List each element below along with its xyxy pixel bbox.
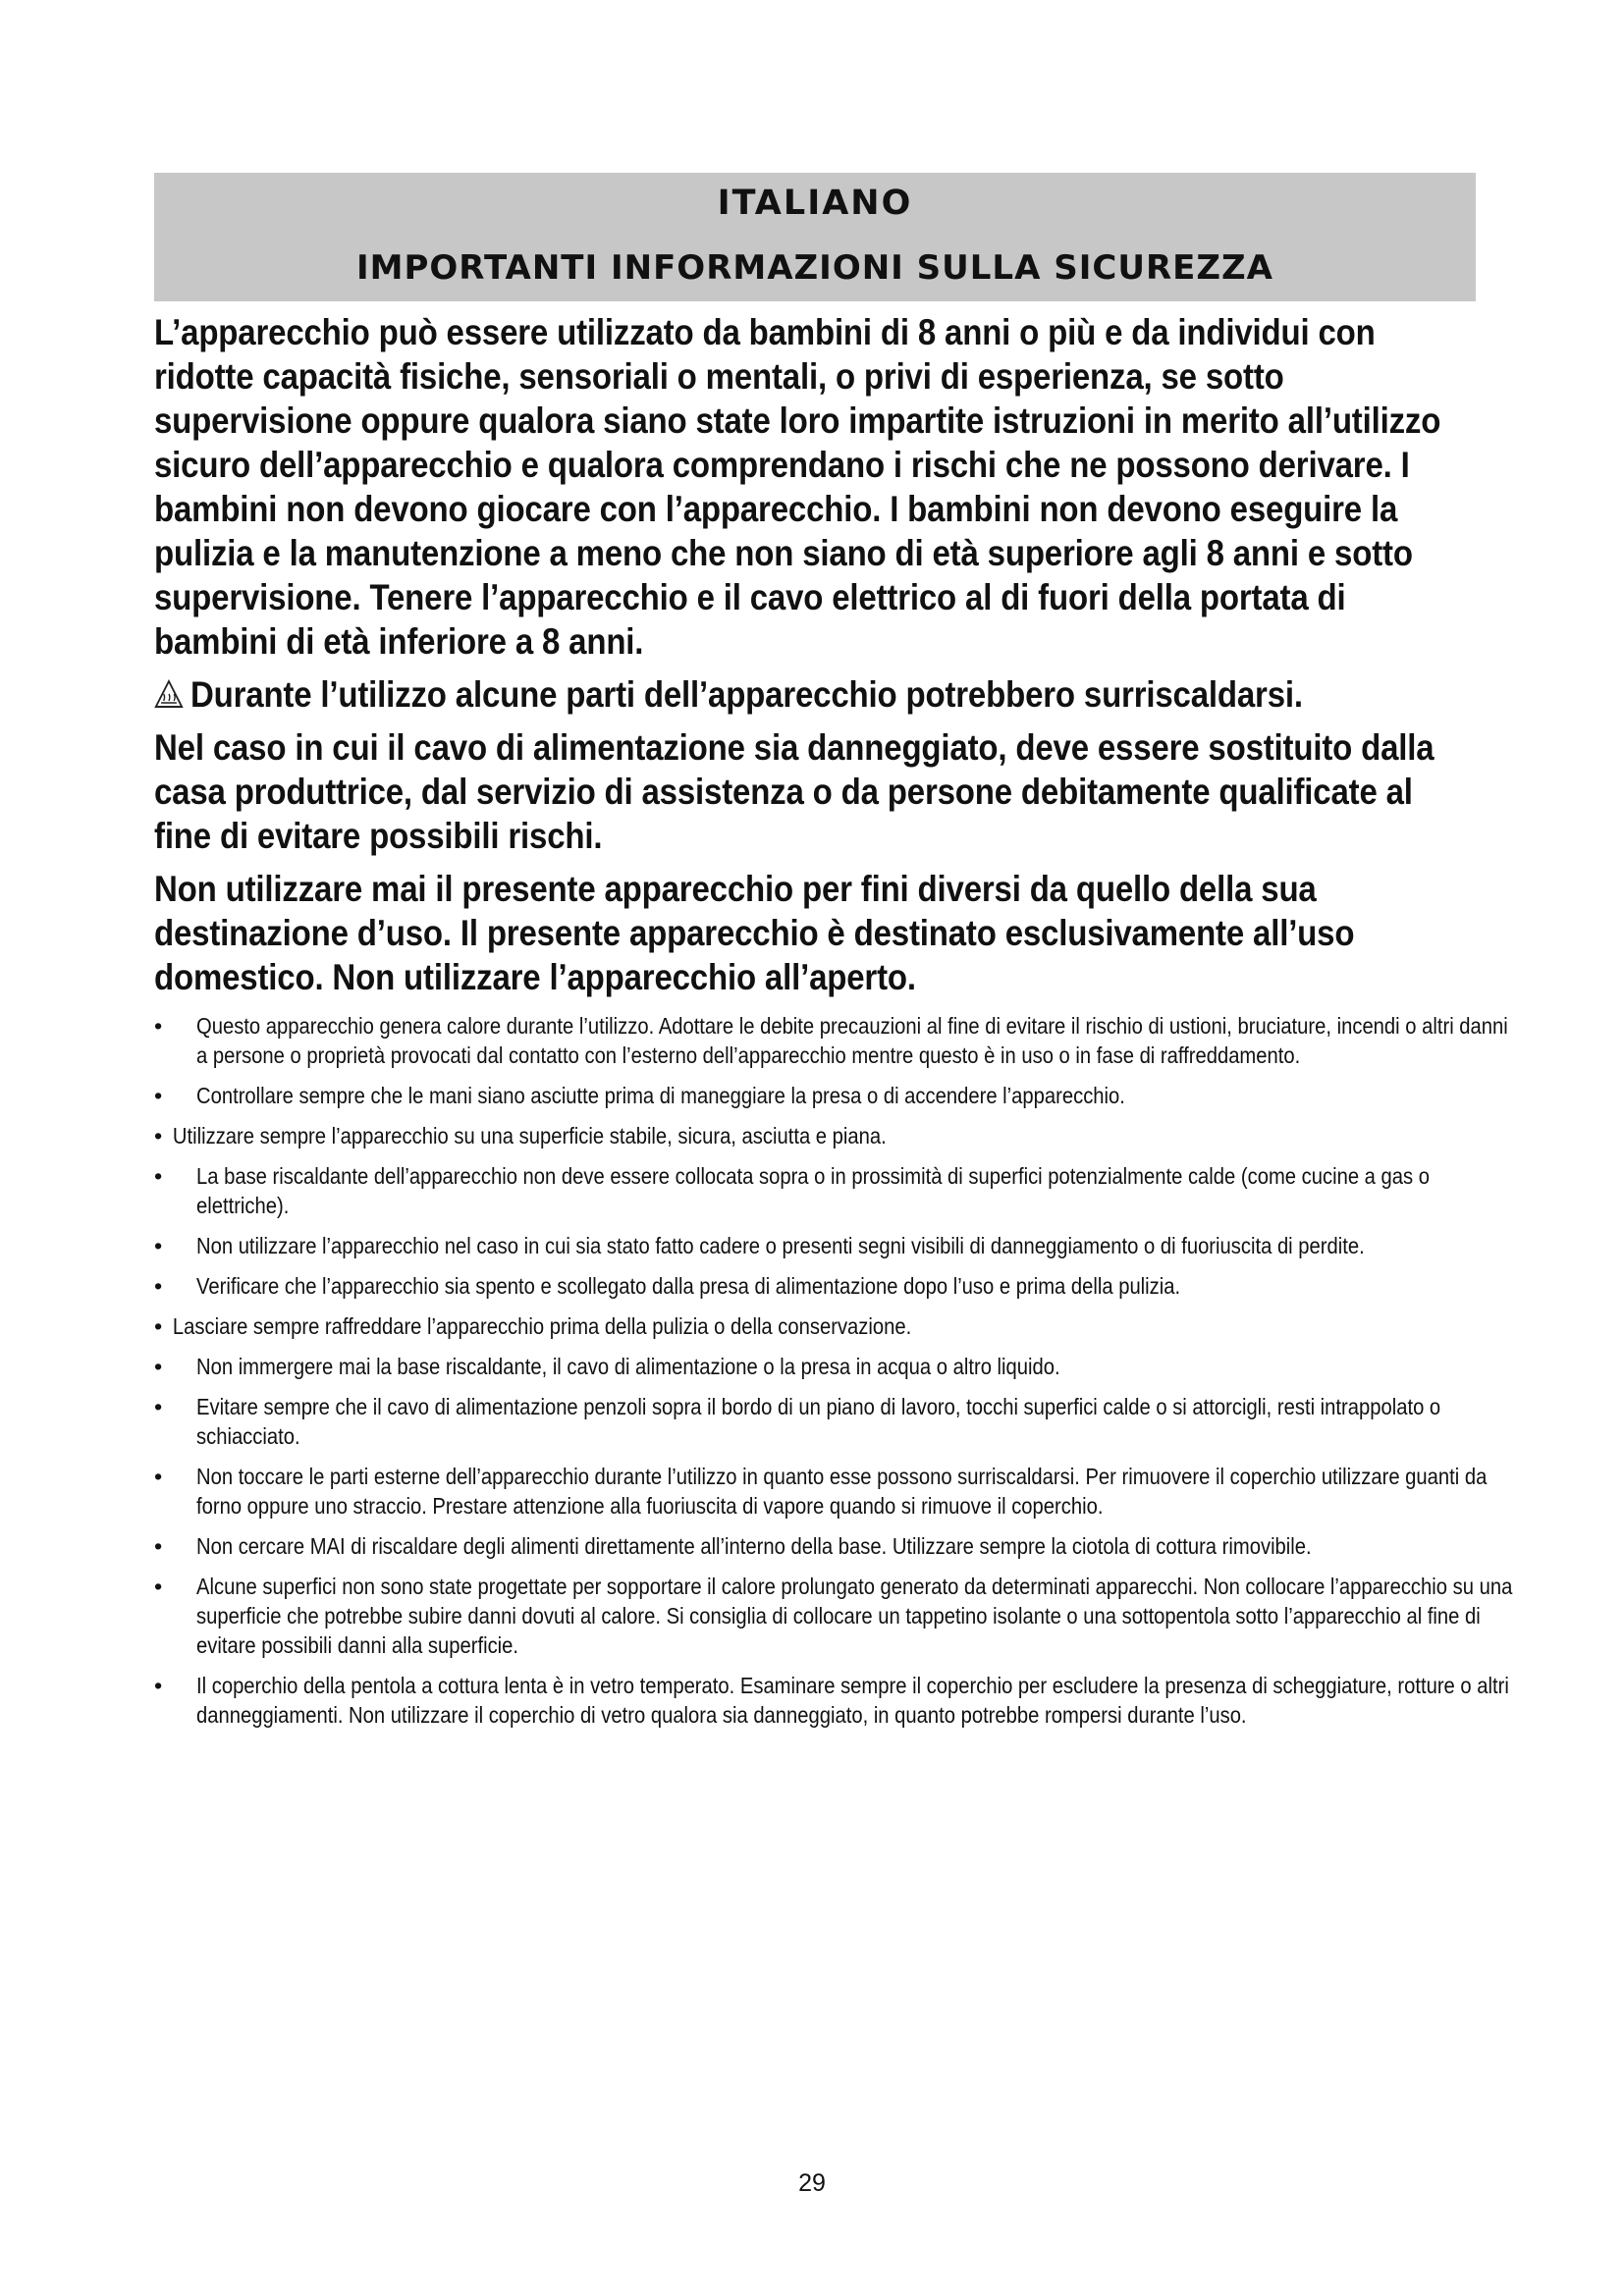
safety-title: IMPORTANTI INFORMAZIONI SULLA SICUREZZA — [356, 248, 1273, 288]
bullet-text: Controllare sempre che le mani siano asciutte prima di maneggiare la presa o di accendere l’apparecchio. — [196, 1083, 1125, 1108]
warning-paragraph-cable: Nel caso in cui il cavo di alimentazione sia danneggiato, deve essere sostituito dalla casa produttrice, dal servizio di assistenza o da persone debitamente qualificate al fine di evitare possibili rischi. — [154, 726, 1435, 856]
warning-paragraph-domestic-use: Non utilizzare mai il presente apparecchio per fini diversi da quello della sua destinazione d’uso. Il presente apparecchio è destinato esclusivamente all’uso domestico. Non utilizzare l’apparecchio all’aperto. — [154, 868, 1355, 997]
bullet-symbol: • — [154, 1394, 163, 1419]
bullet-text: Lasciare sempre raffreddare l’apparecchio prima della pulizia o della conservazione. — [172, 1313, 912, 1339]
warning-paragraph-hot-parts — [154, 672, 1476, 717]
bullet-item — [154, 1081, 1480, 1110]
bullet-item — [154, 1121, 1480, 1150]
bullet-item — [154, 1572, 1513, 1660]
bullet-symbol: • — [154, 1163, 163, 1189]
bullet-text: Non utilizzare l’apparecchio nel caso in cui sia stato fatto cadere o presenti segni visibili di danneggiamento o di fuoriuscita di perdite. — [196, 1233, 1365, 1258]
section-header — [154, 173, 1476, 301]
hot-parts-text: Durante l’utilizzo alcune parti dell’apparecchio potrebbero surriscaldarsi. — [189, 673, 1303, 715]
hot-surface-warning-icon — [154, 679, 184, 709]
bullet-text: Non cercare MAI di riscaldare degli alimenti direttamente all’interno della base. Utilizzare sempre la ciotola di cottura rimovibile. — [196, 1533, 1312, 1559]
bullet-item — [154, 1531, 1480, 1561]
bullet-item — [154, 1392, 1480, 1451]
bullet-item — [154, 1011, 1508, 1070]
bullet-symbol: • — [154, 1083, 163, 1108]
bullet-symbol: • — [154, 1673, 163, 1698]
bullet-item — [154, 1311, 1480, 1341]
bullet-item — [154, 1271, 1480, 1301]
bullet-symbol: • — [154, 1354, 163, 1379]
bullet-text: Non toccare le parti esterne dell’apparecchio durante l’utilizzo in quanto esse possono surriscaldarsi. Per rimuovere il coperchio utilizzare guanti da forno oppure uno straccio. Prestare attenzione alla fuoriuscita di vapore quando si rimuove il coperchio. — [196, 1464, 1488, 1519]
bullet-text: Verificare che l’apparecchio sia spento e scollegato dalla presa di alimentazione dopo l’uso e prima della pulizia. — [196, 1273, 1181, 1299]
bullet-symbol: • — [154, 1533, 163, 1559]
language-heading: ITALIANO — [717, 184, 913, 223]
bullet-item — [154, 1462, 1488, 1521]
bullet-item — [154, 1671, 1509, 1730]
page-number: 29 — [798, 2169, 826, 2197]
bullet-symbol: • — [154, 1233, 163, 1258]
bullet-symbol: • — [154, 1313, 163, 1339]
bullet-item — [154, 1352, 1480, 1381]
bullet-symbol: • — [154, 1273, 163, 1299]
bullet-item — [154, 1231, 1480, 1260]
safety-bullet-list — [154, 1011, 1513, 1740]
bullet-text: Utilizzare sempre l’apparecchio su una superficie stabile, sicura, asciutta e piana. — [172, 1123, 887, 1148]
bullet-symbol: • — [154, 1574, 163, 1599]
bullet-item — [154, 1161, 1480, 1220]
bullet-text: Evitare sempre che il cavo di alimentazione penzoli sopra il bordo di un piano di lavoro, tocchi superfici calde o si attorcigli, resti intrappolato o schiacciato. — [196, 1394, 1441, 1449]
warning-paragraph-children: L’apparecchio può essere utilizzato da bambini di 8 anni o più e da individui con ridotte capacità fisiche, sensoriali o mentali, o privi di esperienza, se sotto supervisione oppure qualora siano state loro impartite istruzioni in merito all’utilizzo sicuro dell’apparecchio e qualora comprendano i rischi che ne possono derivare. I bambini non devono giocare con l’apparecchio. I bambini non devono eseguire la pulizia e la manutenzione a meno che non siano di età superiore agli 8 anni e sotto supervisione. Tenere l’apparecchio e il cavo elettrico al di fuori della portata di bambini di età inferiore a 8 anni. — [154, 311, 1441, 662]
bullet-symbol: • — [154, 1464, 163, 1489]
warnings-block — [154, 310, 1476, 999]
bullet-text: Questo apparecchio genera calore durante l’utilizzo. Adottare le debite precauzioni al fine di evitare il rischio di ustioni, bruciature, incendi o altri danni a persone o proprietà provocati dal contatto con l’esterno dell’apparecchio mentre questo è in uso o in fase di raffreddamento. — [196, 1013, 1508, 1068]
bullet-text: Alcune superfici non sono state progettate per sopportare il calore prolungato generato da determinati apparecchi. Non collocare l’apparecchio su una superficie che potrebbe subire danni dovuti al calore. Si consiglia di collocare un tappetino isolante o una sottopentola sotto l’apparecchio al fine di evitare possibili danni alla superficie. — [196, 1574, 1513, 1658]
bullet-text: La base riscaldante dell’apparecchio non deve essere collocata sopra o in prossimità di superfici potenzialmente calde (come cucine a gas o elettriche). — [196, 1163, 1430, 1218]
bullet-text: Non immergere mai la base riscaldante, il cavo di alimentazione o la presa in acqua o altro liquido. — [196, 1354, 1060, 1379]
bullet-symbol: • — [154, 1013, 163, 1039]
bullet-symbol: • — [154, 1123, 163, 1148]
bullet-text: Il coperchio della pentola a cottura lenta è in vetro temperato. Esaminare sempre il coperchio per escludere la presenza di scheggiature, rotture o altri danneggiamenti. Non utilizzare il coperchio di vetro qualora sia danneggiato, in quanto potrebbe rompersi durante l’uso. — [196, 1673, 1509, 1728]
